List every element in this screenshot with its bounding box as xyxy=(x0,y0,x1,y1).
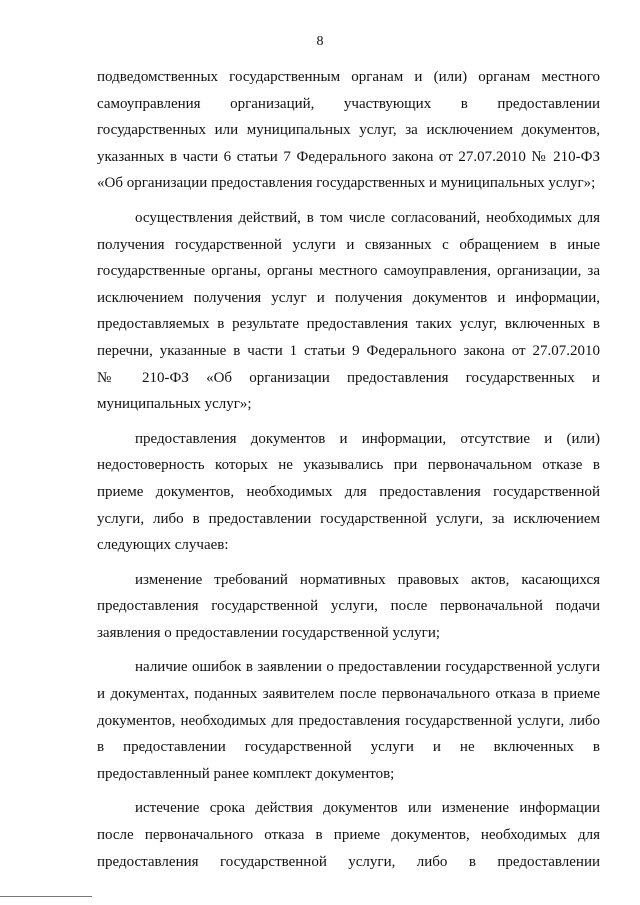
page-number: 8 xyxy=(316,34,324,49)
text-line: услуги, либо в предоставлении государственной услуги, за исключением xyxy=(97,510,600,527)
paragraph-gap xyxy=(97,646,600,654)
text-line: наличие ошибок в заявлении о предоставлении государственной услуги xyxy=(135,659,600,676)
paragraph xyxy=(97,64,600,197)
text-line: изменение требований нормативных правовых актов, касающихся xyxy=(135,571,600,588)
text-line: государственных или муниципальных услуг, за исключением документов, xyxy=(97,122,600,139)
text-line: недостоверность которых не указывались при первоначальном отказе в xyxy=(97,457,600,474)
text-line: перечни, указанные в части 1 статьи 9 Федерального закона от 27.07.2010 xyxy=(97,342,600,359)
text-line: документов, необходимых для предоставления государственной услуги, либо xyxy=(97,712,600,729)
text-line: приеме документов, необходимых для предоставления государственной xyxy=(97,483,600,500)
text-line: следующих случаев: xyxy=(97,537,229,554)
text-line: в предоставлении государственной услуги и не включенных в xyxy=(97,739,600,756)
text-line: исключением получения услуг и получения документов и информации, xyxy=(97,289,600,306)
paragraph xyxy=(97,426,600,559)
text-line: осуществления действий, в том числе согласований, необходимых для xyxy=(135,209,600,226)
text-line: № 210-ФЗ «Об организации предоставления государственных и xyxy=(97,369,600,386)
document-body xyxy=(97,64,600,875)
text-line: предоставления государственной услуги, либо в предоставлении xyxy=(97,853,600,870)
text-line: предоставленный ранее комплект документов; xyxy=(97,765,395,782)
text-line: после первоначального отказа в приеме документов, необходимых для xyxy=(97,827,600,844)
paragraph xyxy=(97,654,600,787)
text-line: предоставления документов и информации, отсутствие и (или) xyxy=(135,430,600,447)
text-line: заявления о предоставлении государственной услуги; xyxy=(97,624,441,641)
paragraph xyxy=(97,567,600,647)
text-line: государственные органы, органы местного самоуправления, организации, за xyxy=(97,263,600,280)
paragraph xyxy=(97,795,600,875)
paragraph-gap xyxy=(97,787,600,795)
paragraph-gap xyxy=(97,559,600,567)
text-line: получения государственной услуги и связанных с обращением в иные xyxy=(97,236,600,253)
text-line: истечение срока действия документов или изменение информации xyxy=(135,800,600,817)
paragraph-gap xyxy=(97,197,600,205)
text-line: подведомственных государственным органам и (или) органам местного xyxy=(97,69,600,85)
paragraph-gap xyxy=(97,418,600,426)
footer-rule xyxy=(0,896,92,897)
text-line: предоставления государственной услуги, после первоначальной подачи xyxy=(97,598,600,615)
text-line: и документах, поданных заявителем после первоначального отказа в приеме xyxy=(97,686,600,703)
text-line: предоставляемых в результате предоставления таких услуг, включенных в xyxy=(97,316,600,333)
text-line: указанных в части 6 статьи 7 Федерального закона от 27.07.2010 № 210-ФЗ xyxy=(97,148,600,165)
text-line: «Об организации предоставления государственных и муниципальных услуг»; xyxy=(97,175,596,192)
text-line: самоуправления организаций, участвующих в предоставлении xyxy=(97,95,600,112)
text-line: муниципальных услуг»; xyxy=(97,396,252,413)
paragraph xyxy=(97,205,600,418)
